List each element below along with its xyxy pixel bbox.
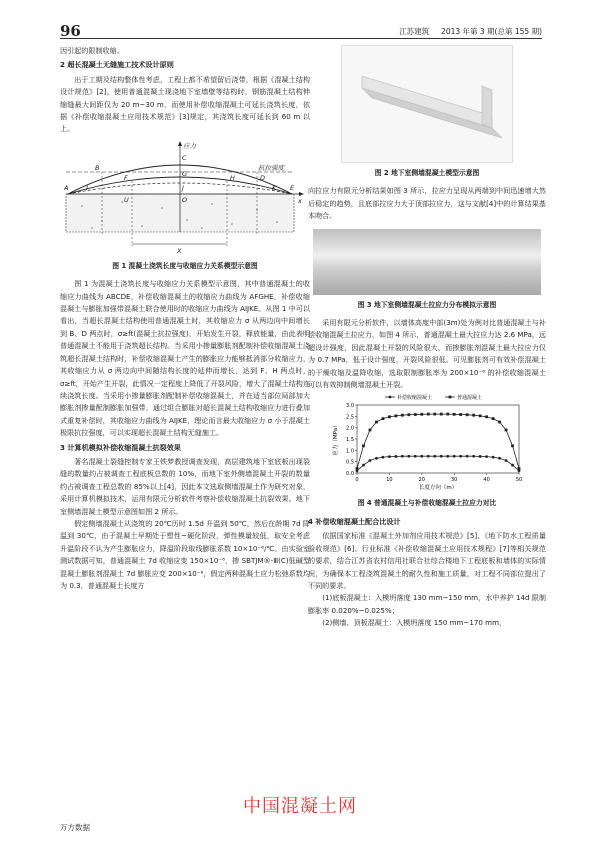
series-point-1 [472, 414, 475, 417]
series-point-0 [414, 455, 417, 458]
figure-4-chart [327, 391, 527, 493]
x-tick-label: 10 [386, 477, 393, 484]
series-line-1 [357, 415, 519, 469]
fig1-tensile-label: 抗拉强度 [258, 163, 284, 172]
fig1-point-G: G [182, 169, 188, 178]
series-point-0 [388, 456, 391, 459]
journal-issue: 2013 年第 3 期(总第 155 期) [441, 27, 542, 36]
y-tick-label: 3.0 [346, 403, 354, 410]
fig1-point-K: K [272, 183, 277, 192]
legend-marker-0 [389, 396, 392, 399]
y-tick-label: 1.0 [346, 448, 354, 455]
footer-source: 万方数据 [60, 823, 90, 832]
journal-name: 江苏建筑 [399, 27, 430, 36]
series-line-0 [357, 457, 519, 472]
series-point-0 [505, 460, 508, 463]
journal-header [399, 26, 542, 37]
series-point-0 [459, 455, 462, 458]
series-point-0 [401, 455, 404, 458]
x-axis-label: 长度方向（m） [418, 485, 458, 492]
series-point-1 [401, 414, 404, 417]
y-tick-label: 2.5 [346, 414, 354, 421]
section-3-paragraph-2: 假定侧墙混凝土从浇筑的 20℃历时 1.5d 升温到 50℃，然后在龄期 7d 降温到 30℃，由于混凝土早期处于塑性~硬化阶段，弹性模量较低，取安全考虑升温阶段不认为产生膨胀应力，降温阶段取线膨胀系数 10×10⁻⁶/℃。由实验室测试数据可知，普通混凝土 7d 收缩应变 150×10⁻⁶，掺 SBTJM®-Ⅲ(C)低碱型混凝土膨胀剂混凝土 7d 膨胀应变 200×10⁻⁶，假定两种混凝土应力松弛系数均为 0.3，普通混凝土长度方 [60, 518, 310, 590]
x-tick-label: 50 [515, 477, 523, 484]
figure-1-diagram [62, 136, 308, 256]
carry-over-line: 因引起的限制收缩。 [60, 46, 124, 55]
fig1-point-B: B [95, 163, 100, 172]
series-point-1 [407, 414, 410, 417]
figure-3-stress-image [313, 229, 541, 295]
section-3-paragraph-1: 著名混凝土裂缝控制专家王铁梦教授调查发现，高层建筑地下室底板出现裂缝的数量约占被调查工程底板总数的 10%，而地下室外侧墙混凝土开裂的数量约占被调查工程总数的 85%以上[4]，因此本文选取侧墙混凝土作为研究对象，采用计算机模拟技术，运用有限元分析软件考察补偿收缩混凝土抗裂效果。地下室侧墙混凝土模型示意图如图 2 所示。 [60, 456, 310, 516]
series-point-1 [414, 414, 417, 417]
y-tick-label: 0.5 [346, 460, 354, 467]
y-tick-label: 1.5 [346, 437, 354, 444]
site-watermark: 中国混凝土网 [243, 796, 357, 817]
series-point-0 [369, 460, 372, 463]
figure-3-caption: 图 3 地下室侧墙混凝土拉应力分布模拟示意图 [357, 300, 497, 309]
fig1-point-H: H [230, 173, 235, 182]
series-point-0 [407, 455, 410, 458]
series-point-1 [362, 445, 365, 448]
fig1-point-J: J [182, 183, 184, 192]
series-point-1 [505, 429, 508, 432]
x-tick-label: 40 [483, 477, 490, 484]
figure-1-paragraph: 图 1 为混凝土浇筑长度与收缩应力关系模型示意图，其中普通混凝土的收缩应力曲线为 ABCDE，补偿收缩混凝土的收缩应力曲线为 AFGHE，补偿收缩混凝土与膨胀加强带混凝土联合使用时的收缩应力曲线为 AIJKE。从图 1 中可以看出，当超长混凝土结构使用普通混凝土时，其收缩应力 σ 从两边向中间增长到 B、D 两点时，σ≥ft(混凝土抗拉强度)，开始发生开裂，释放能量，由此表明普通混凝土不能用于浇筑超长结构。当采用小掺量膨胀剂配制补偿收缩混凝土浇筑超长混凝土结构时，补偿收缩混凝土产生的膨胀应力能够抵消部分收缩应力，其收缩应力从 σ 两边向中间随结构长度的延伸而增长，达到 F、H 两点时，σ≥ft，开始产生开裂，此情况一定程度上降低了开裂风险，增大了混凝土结构连续浇筑长度。当采用小掺量膨胀剂配制补偿收缩混凝土，并在适当部位局部加大膨胀剂掺量配制膨胀加强带，通过组合膨胀对超长混凝土结构收缩应力进行叠加式重复补偿时，其收缩应力曲线为 AIJKE，理论而言最大收缩应力 σ 小于混凝土极限抗拉强度，可以实现超长混凝土结构无缝施工。 [60, 279, 310, 438]
fig1-point-I: I [86, 183, 88, 192]
figure-2-paragraph: 向拉应力有限元分析结果如图 3 所示，拉应力呈现从两端到中间迅速增大然后稳定的趋势，且底部拉应力大于顶部拉应力，这与文献[4]中的计算结果基本吻合。 [308, 186, 546, 221]
fig1-point-X: X [177, 246, 182, 255]
series-point-1 [466, 414, 469, 417]
figure-2-caption: 图 2 地下室侧墙混凝土模型示意图 [374, 169, 480, 177]
legend-label-1: 普通混凝土 [457, 395, 483, 402]
series-point-0 [375, 457, 378, 460]
series-point-1 [498, 421, 501, 424]
series-point-0 [394, 456, 397, 459]
header-rule [60, 38, 542, 39]
item-1: (1)底板混凝土：入模坍落度 130 mm~150 mm，水中养护 14d 限制膨胀率 0.020%~0.025%； [308, 593, 546, 615]
section-2-title: 2 超长混凝土无缝施工技术设计原则 [60, 60, 174, 70]
series-point-1 [369, 429, 372, 432]
fig1-x-label: x [298, 196, 302, 205]
series-point-1 [518, 468, 521, 471]
series-point-0 [382, 456, 385, 459]
series-point-0 [362, 464, 365, 467]
legend-marker-1 [449, 396, 452, 399]
figure-2-model-image [341, 45, 513, 163]
series-point-0 [511, 464, 514, 467]
legend-label-0: 补偿收缩混凝土 [397, 395, 433, 402]
y-axis-label: 应力（MPa） [333, 422, 339, 457]
series-point-1 [479, 415, 482, 418]
section-4-paragraph: 依据国家标准《混凝土外加剂应用技术规范》[5]、《地下防水工程质量验收规范》[6]、行业标准《补偿收缩混凝土应用技术规程》[7]等相关规范的要求，结合江苏省农村信用社联合社综合楼地下工程底板和墙体的实际情况，为确保本工程浇筑混凝土的耐久性和施工质量，对工程不同部位提出了不同的要求。 [308, 531, 546, 590]
figure-1-caption: 图 1 混凝土浇筑长度与收缩应力关系模型示意图 [112, 261, 258, 270]
series-point-1 [382, 418, 385, 421]
left-column [60, 45, 310, 592]
fig1-point-F: F [124, 173, 128, 182]
chart-frame [357, 405, 519, 473]
series-point-1 [485, 416, 488, 419]
right-column [308, 45, 546, 630]
series-point-1 [427, 413, 430, 416]
fig1-point-U: U [124, 195, 129, 204]
series-point-0 [485, 456, 488, 459]
figure-4-caption: 图 4 普通混凝土与补偿收缩混凝土拉应力对比 [357, 499, 497, 508]
x-tick-label: 0 [355, 477, 359, 484]
series-point-0 [492, 456, 495, 459]
series-point-1 [394, 415, 397, 418]
series-point-1 [446, 413, 449, 416]
y-tick-label: 2.0 [346, 426, 354, 433]
fig1-point-O: O [182, 195, 188, 204]
series-point-0 [498, 457, 501, 460]
series-point-1 [459, 414, 462, 417]
section-3-title: 3 计算机模拟补偿收缩混凝土抗裂效果 [60, 442, 181, 452]
series-point-1 [433, 413, 436, 416]
series-point-1 [375, 421, 378, 424]
series-point-1 [440, 413, 443, 416]
fig1-point-D: D [260, 173, 266, 182]
series-point-0 [453, 455, 456, 458]
figure-3-paragraph: 采用有限元分析软件，以墙体高度中部(3m)处为例对比普通混凝土与补偿收缩混凝土拉应力，如图 4 所示，普通混凝土最大拉应力达 2.6 MPa，远超设计强度，因此混凝土开裂的风险很大，而掺膨胀剂混凝土最大拉应力仅为 0.7 MPa，低于设计强度，开裂风险很低。可见膨胀剂可有效补偿混凝土的干燥收缩及温降收缩，选取限制膨胀率为 200×10⁻⁶ 的补偿收缩混凝土可以有效抑制侧墙混凝土开裂。 [308, 318, 546, 390]
page-number: 96 [60, 22, 81, 40]
fig1-stress-label: 应力 [183, 141, 196, 150]
series-point-1 [356, 468, 359, 471]
series-point-1 [388, 416, 391, 419]
x-tick-label: 30 [451, 477, 458, 484]
section-2-paragraph: 出于工期及结构整体性考虑，工程上都不希望留后浇带，根据《混凝土结构设计规范》[2]，使用普通混凝土现浇地下室墙壁等结构时，钢筋混凝土结构伸缩缝最大间距仅为 20 m~30 m，而使用补偿收缩混凝土可延长浇筑长度，依据《补偿收缩混凝土应用技术规范》[3]规定，其浇筑长度可延长到 60 m 以上。 [60, 74, 310, 134]
series-point-0 [472, 455, 475, 458]
fig1-point-E: E [290, 183, 295, 192]
series-point-0 [427, 455, 430, 458]
series-point-0 [479, 456, 482, 459]
item-2: (2)侧墙、顶板混凝土：入模坍落度 150 mm~170 mm， [322, 618, 507, 628]
series-point-0 [446, 455, 449, 458]
x-tick-label: 20 [418, 477, 425, 484]
series-point-0 [420, 455, 423, 458]
fig1-point-C: C [182, 153, 187, 162]
y-tick-label: 0.0 [346, 471, 354, 478]
section-4-title: 4 补偿收缩混凝土配合比设计 [308, 516, 401, 526]
series-point-1 [492, 418, 495, 421]
fig1-point-A: A [64, 183, 69, 192]
series-point-1 [453, 413, 456, 416]
series-point-1 [511, 445, 514, 448]
series-point-0 [440, 455, 443, 458]
series-point-0 [466, 455, 469, 458]
series-point-1 [420, 413, 423, 416]
series-point-0 [433, 455, 436, 458]
